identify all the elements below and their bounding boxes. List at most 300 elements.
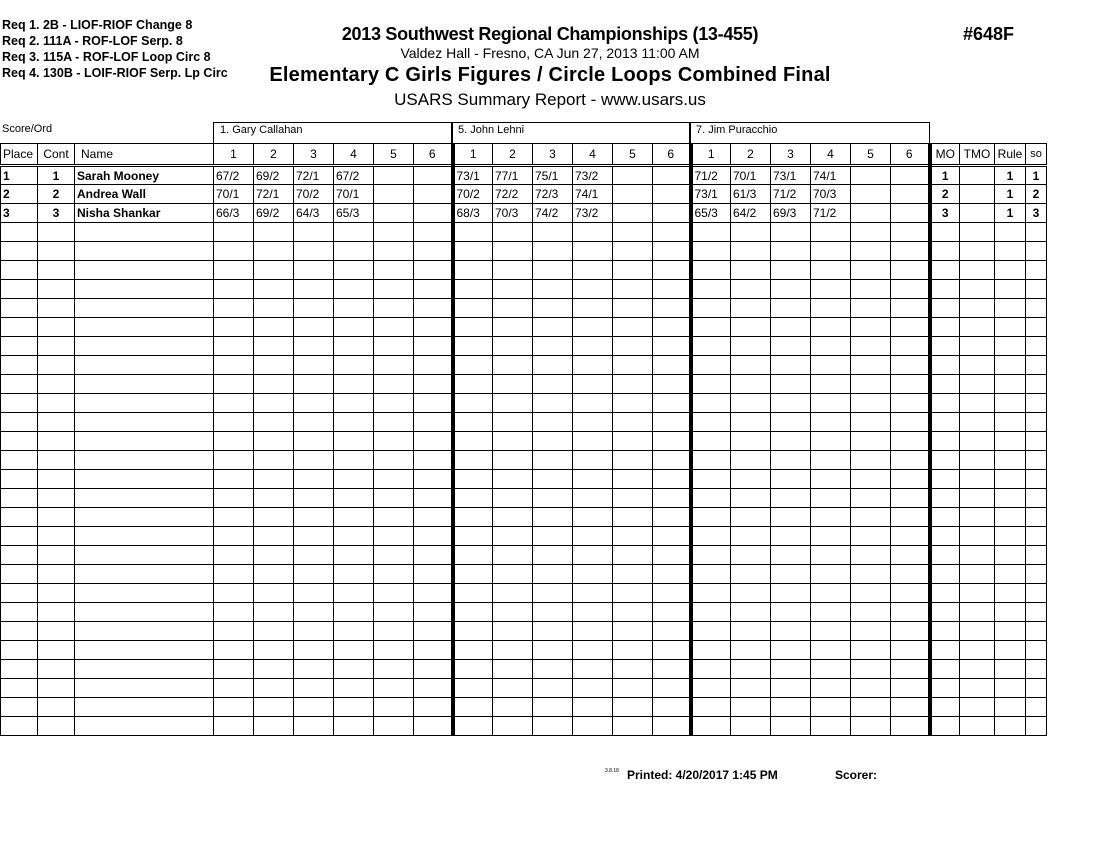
so-cell: 3 <box>1026 204 1047 223</box>
empty-cell <box>613 584 653 603</box>
empty-cell <box>811 451 851 470</box>
empty-cell <box>254 223 294 242</box>
j3-score-cell: 73/1 <box>691 185 731 204</box>
empty-cell <box>254 679 294 698</box>
empty-cell <box>731 546 771 565</box>
empty-cell <box>453 413 493 432</box>
empty-cell <box>453 641 493 660</box>
empty-cell <box>294 565 334 584</box>
empty-cell <box>533 356 573 375</box>
col-j3-fig2: 2 <box>731 144 771 166</box>
empty-cell <box>851 242 891 261</box>
empty-cell <box>334 546 374 565</box>
empty-cell <box>374 565 414 584</box>
empty-cell <box>811 261 851 280</box>
empty-cell <box>653 280 691 299</box>
empty-cell <box>1 679 38 698</box>
empty-cell <box>731 470 771 489</box>
empty-cell <box>1026 527 1047 546</box>
empty-cell <box>731 337 771 356</box>
empty-cell <box>254 641 294 660</box>
empty-cell <box>493 717 533 736</box>
empty-cell <box>995 261 1026 280</box>
empty-cell <box>493 565 533 584</box>
j1-score-cell <box>414 204 453 223</box>
empty-cell <box>613 508 653 527</box>
empty-cell <box>75 679 214 698</box>
empty-cell <box>691 413 731 432</box>
empty-cell <box>1 508 38 527</box>
empty-cell <box>533 242 573 261</box>
empty-cell <box>294 413 334 432</box>
empty-cell <box>533 584 573 603</box>
empty-cell <box>930 299 960 318</box>
empty-cell <box>960 527 995 546</box>
empty-cell <box>811 318 851 337</box>
empty-cell <box>414 717 453 736</box>
empty-cell <box>771 451 811 470</box>
empty-cell <box>414 242 453 261</box>
empty-cell <box>960 451 995 470</box>
empty-cell <box>1026 470 1047 489</box>
empty-cell <box>254 717 294 736</box>
empty-cell <box>1026 394 1047 413</box>
empty-cell <box>691 698 731 717</box>
empty-cell <box>414 527 453 546</box>
empty-cell <box>453 546 493 565</box>
empty-cell <box>414 622 453 641</box>
empty-cell <box>731 223 771 242</box>
empty-cell <box>731 508 771 527</box>
empty-cell <box>731 375 771 394</box>
empty-cell <box>294 508 334 527</box>
empty-cell <box>254 318 294 337</box>
col-j3-fig6: 6 <box>891 144 930 166</box>
empty-cell <box>653 679 691 698</box>
empty-cell <box>891 470 930 489</box>
empty-cell <box>653 394 691 413</box>
empty-cell <box>414 508 453 527</box>
empty-cell <box>771 242 811 261</box>
empty-cell <box>731 584 771 603</box>
empty-cell <box>573 489 613 508</box>
empty-cell <box>214 375 254 394</box>
empty-cell <box>891 375 930 394</box>
empty-cell <box>960 280 995 299</box>
empty-cell <box>653 584 691 603</box>
empty-cell <box>414 489 453 508</box>
empty-cell <box>254 280 294 299</box>
j2-score-cell <box>653 204 691 223</box>
requirement-3: Req 3. 115A - ROF-LOF Loop Circ 8 <box>2 50 211 64</box>
empty-row <box>1 698 1047 717</box>
empty-cell <box>930 622 960 641</box>
empty-row <box>1 660 1047 679</box>
empty-cell <box>995 470 1026 489</box>
empty-cell <box>453 261 493 280</box>
empty-cell <box>811 660 851 679</box>
empty-cell <box>214 299 254 318</box>
empty-cell <box>75 261 214 280</box>
empty-row <box>1 223 1047 242</box>
empty-cell <box>731 641 771 660</box>
empty-cell <box>214 698 254 717</box>
empty-cell <box>995 565 1026 584</box>
empty-cell <box>573 223 613 242</box>
empty-cell <box>374 432 414 451</box>
col-j1-fig5: 5 <box>374 144 414 166</box>
empty-cell <box>653 508 691 527</box>
empty-cell <box>374 679 414 698</box>
empty-cell <box>1026 451 1047 470</box>
empty-cell <box>960 413 995 432</box>
empty-cell <box>995 375 1026 394</box>
empty-cell <box>613 356 653 375</box>
col-j2-fig1: 1 <box>453 144 493 166</box>
empty-cell <box>811 603 851 622</box>
empty-cell <box>453 489 493 508</box>
empty-cell <box>294 546 334 565</box>
column-header-row <box>1 144 1047 166</box>
empty-cell <box>414 299 453 318</box>
empty-cell <box>771 508 811 527</box>
empty-cell <box>75 641 214 660</box>
empty-cell <box>453 622 493 641</box>
empty-cell <box>75 356 214 375</box>
empty-cell <box>691 223 731 242</box>
empty-cell <box>294 698 334 717</box>
empty-cell <box>613 698 653 717</box>
empty-cell <box>930 223 960 242</box>
empty-cell <box>891 603 930 622</box>
empty-cell <box>731 280 771 299</box>
empty-cell <box>653 299 691 318</box>
empty-cell <box>995 603 1026 622</box>
empty-cell <box>533 527 573 546</box>
table-row <box>1 166 1047 185</box>
empty-cell <box>254 698 294 717</box>
empty-cell <box>960 356 995 375</box>
empty-cell <box>771 356 811 375</box>
empty-cell <box>493 375 533 394</box>
empty-cell <box>930 698 960 717</box>
empty-cell <box>254 432 294 451</box>
empty-cell <box>38 489 75 508</box>
col-j2-fig3: 3 <box>533 144 573 166</box>
empty-cell <box>653 356 691 375</box>
empty-cell <box>1026 584 1047 603</box>
empty-cell <box>930 584 960 603</box>
j2-score-cell: 72/3 <box>533 185 573 204</box>
empty-cell <box>533 679 573 698</box>
empty-cell <box>254 489 294 508</box>
empty-cell <box>891 432 930 451</box>
empty-cell <box>811 280 851 299</box>
empty-cell <box>613 394 653 413</box>
empty-cell <box>691 527 731 546</box>
empty-cell <box>414 261 453 280</box>
empty-cell <box>811 565 851 584</box>
empty-cell <box>414 375 453 394</box>
empty-cell <box>294 394 334 413</box>
empty-cell <box>731 622 771 641</box>
empty-cell <box>294 299 334 318</box>
empty-row <box>1 470 1047 489</box>
empty-cell <box>811 470 851 489</box>
empty-cell <box>38 375 75 394</box>
empty-cell <box>930 603 960 622</box>
empty-row <box>1 413 1047 432</box>
empty-cell <box>771 470 811 489</box>
empty-cell <box>613 280 653 299</box>
empty-cell <box>960 546 995 565</box>
empty-cell <box>811 717 851 736</box>
empty-cell <box>851 470 891 489</box>
empty-cell <box>75 223 214 242</box>
empty-cell <box>374 584 414 603</box>
empty-cell <box>573 299 613 318</box>
table-row <box>1 185 1047 204</box>
empty-cell <box>414 603 453 622</box>
empty-cell <box>891 508 930 527</box>
empty-cell <box>930 527 960 546</box>
empty-cell <box>613 261 653 280</box>
empty-cell <box>254 603 294 622</box>
empty-cell <box>374 603 414 622</box>
empty-cell <box>1026 489 1047 508</box>
col-j3-fig1: 1 <box>691 144 731 166</box>
empty-cell <box>811 679 851 698</box>
empty-cell <box>533 641 573 660</box>
empty-cell <box>851 261 891 280</box>
j3-score-cell <box>891 185 930 204</box>
empty-cell <box>691 641 731 660</box>
empty-cell <box>573 261 613 280</box>
empty-cell <box>214 337 254 356</box>
empty-row <box>1 356 1047 375</box>
empty-cell <box>374 413 414 432</box>
empty-cell <box>891 413 930 432</box>
empty-cell <box>334 223 374 242</box>
empty-cell <box>414 337 453 356</box>
empty-cell <box>75 584 214 603</box>
empty-cell <box>414 679 453 698</box>
empty-cell <box>811 223 851 242</box>
empty-cell <box>254 413 294 432</box>
empty-cell <box>930 432 960 451</box>
empty-cell <box>771 660 811 679</box>
empty-cell <box>613 527 653 546</box>
empty-cell <box>294 622 334 641</box>
empty-cell <box>453 242 493 261</box>
empty-cell <box>995 337 1026 356</box>
empty-cell <box>573 565 613 584</box>
empty-row <box>1 641 1047 660</box>
empty-cell <box>38 584 75 603</box>
empty-cell <box>214 489 254 508</box>
empty-cell <box>493 679 533 698</box>
empty-cell <box>533 660 573 679</box>
empty-cell <box>771 565 811 584</box>
empty-cell <box>374 641 414 660</box>
empty-cell <box>533 622 573 641</box>
empty-cell <box>573 641 613 660</box>
j1-score-cell: 67/2 <box>334 166 374 185</box>
empty-cell <box>493 698 533 717</box>
j1-score-cell: 70/2 <box>294 185 334 204</box>
j2-score-cell: 70/3 <box>493 204 533 223</box>
empty-cell <box>995 299 1026 318</box>
empty-cell <box>930 280 960 299</box>
empty-cell <box>573 242 613 261</box>
empty-cell <box>653 451 691 470</box>
empty-cell <box>374 470 414 489</box>
j3-score-cell: 71/2 <box>691 166 731 185</box>
empty-cell <box>533 299 573 318</box>
empty-cell <box>294 242 334 261</box>
empty-cell <box>214 679 254 698</box>
j2-score-cell: 77/1 <box>493 166 533 185</box>
empty-row <box>1 375 1047 394</box>
empty-cell <box>254 356 294 375</box>
skater-name: Sarah Mooney <box>75 166 214 185</box>
empty-cell <box>453 280 493 299</box>
empty-cell <box>38 641 75 660</box>
empty-cell <box>533 508 573 527</box>
empty-cell <box>374 527 414 546</box>
empty-cell <box>493 261 533 280</box>
empty-cell <box>891 280 930 299</box>
j1-score-cell: 72/1 <box>294 166 334 185</box>
empty-row <box>1 432 1047 451</box>
empty-cell <box>214 394 254 413</box>
empty-cell <box>771 527 811 546</box>
empty-cell <box>613 565 653 584</box>
empty-cell <box>453 356 493 375</box>
empty-cell <box>851 546 891 565</box>
empty-cell <box>960 660 995 679</box>
empty-cell <box>374 318 414 337</box>
empty-cell <box>38 546 75 565</box>
cont-cell: 2 <box>38 185 75 204</box>
empty-cell <box>573 660 613 679</box>
empty-cell <box>960 508 995 527</box>
empty-cell <box>75 698 214 717</box>
j1-score-cell: 69/2 <box>254 166 294 185</box>
empty-cell <box>930 413 960 432</box>
empty-cell <box>533 223 573 242</box>
empty-cell <box>533 413 573 432</box>
empty-cell <box>374 698 414 717</box>
empty-cell <box>960 698 995 717</box>
empty-cell <box>38 394 75 413</box>
empty-cell <box>214 280 254 299</box>
empty-cell <box>214 242 254 261</box>
empty-cell <box>75 565 214 584</box>
empty-cell <box>1026 356 1047 375</box>
j2-score-cell: 75/1 <box>533 166 573 185</box>
empty-cell <box>995 489 1026 508</box>
empty-cell <box>851 660 891 679</box>
j1-score-cell: 69/2 <box>254 204 294 223</box>
empty-cell <box>453 717 493 736</box>
empty-cell <box>771 375 811 394</box>
empty-row <box>1 679 1047 698</box>
empty-cell <box>1026 299 1047 318</box>
empty-cell <box>334 318 374 337</box>
empty-cell <box>811 394 851 413</box>
empty-cell <box>493 318 533 337</box>
j3-score-cell: 64/2 <box>731 204 771 223</box>
j1-score-cell <box>374 166 414 185</box>
j2-score-cell <box>653 185 691 204</box>
empty-cell <box>294 489 334 508</box>
empty-cell <box>294 337 334 356</box>
j1-score-cell: 70/1 <box>334 185 374 204</box>
empty-cell <box>294 603 334 622</box>
empty-cell <box>653 603 691 622</box>
empty-cell <box>334 527 374 546</box>
empty-cell <box>453 527 493 546</box>
rule-cell: 1 <box>995 185 1026 204</box>
empty-cell <box>653 546 691 565</box>
empty-cell <box>613 337 653 356</box>
empty-cell <box>294 717 334 736</box>
empty-cell <box>493 527 533 546</box>
empty-cell <box>1026 622 1047 641</box>
empty-cell <box>294 679 334 698</box>
empty-cell <box>891 717 930 736</box>
col-tmo: TMO <box>960 144 995 166</box>
empty-cell <box>930 717 960 736</box>
j3-score-cell: 70/3 <box>811 185 851 204</box>
empty-cell <box>691 375 731 394</box>
empty-cell <box>811 375 851 394</box>
empty-cell <box>254 299 294 318</box>
empty-cell <box>75 527 214 546</box>
empty-cell <box>573 432 613 451</box>
col-place: Place <box>1 144 38 166</box>
empty-cell <box>374 356 414 375</box>
empty-cell <box>75 717 214 736</box>
empty-cell <box>38 242 75 261</box>
empty-cell <box>851 603 891 622</box>
empty-cell <box>38 432 75 451</box>
empty-cell <box>891 394 930 413</box>
empty-cell <box>995 280 1026 299</box>
empty-cell <box>75 470 214 489</box>
empty-cell <box>1 299 38 318</box>
empty-cell <box>334 299 374 318</box>
empty-cell <box>960 299 995 318</box>
j3-score-cell: 70/1 <box>731 166 771 185</box>
empty-cell <box>214 413 254 432</box>
requirement-1: Req 1. 2B - LIOF-RIOF Change 8 <box>2 18 193 32</box>
empty-cell <box>891 337 930 356</box>
j3-score-cell <box>851 166 891 185</box>
empty-cell <box>731 261 771 280</box>
empty-cell <box>613 660 653 679</box>
empty-cell <box>930 261 960 280</box>
empty-cell <box>334 622 374 641</box>
j1-score-cell: 67/2 <box>214 166 254 185</box>
empty-cell <box>811 546 851 565</box>
empty-cell <box>334 432 374 451</box>
empty-cell <box>960 584 995 603</box>
empty-cell <box>493 299 533 318</box>
empty-cell <box>930 660 960 679</box>
empty-cell <box>254 622 294 641</box>
